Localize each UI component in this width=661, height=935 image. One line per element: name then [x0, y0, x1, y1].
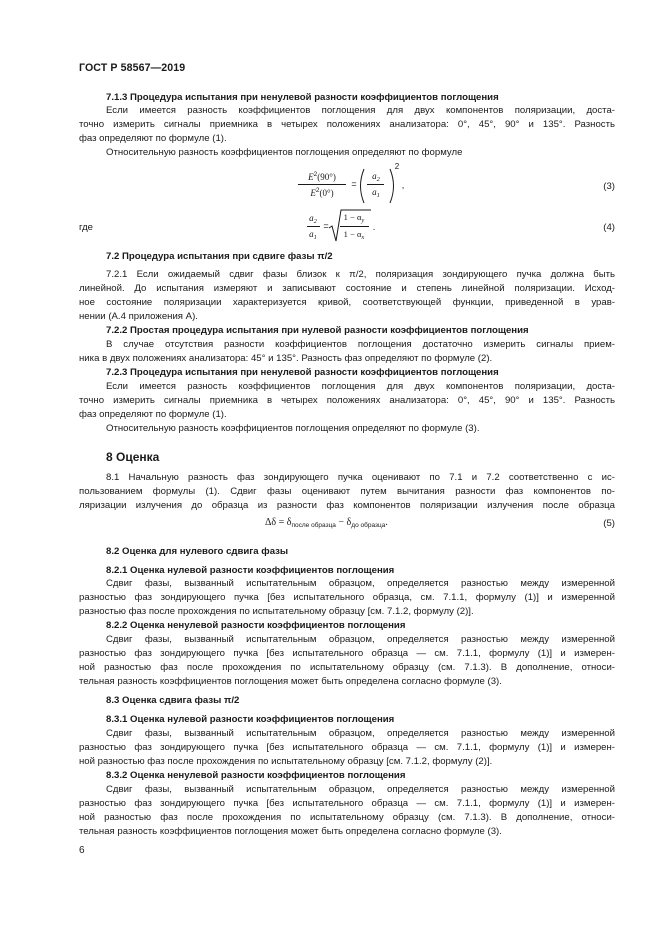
- text-line: Сдвиг фазы, вызванный испытательным образцом, определяется разностью между измеренной: [106, 578, 615, 589]
- fraction-bar: [367, 184, 384, 185]
- formula-4-denominator: $1 - \alpha_x$: [343, 229, 365, 241]
- text-line: линейной. До испытания измеряют и записывают состояние и степень линейной поляризации. Исход-: [79, 283, 615, 294]
- text-line: фаз определяют по формуле (1).: [79, 133, 227, 144]
- text-line: ной разностью фаз после прохождения по испытательному образцу (см. 7.1.3). В дополнение, относи-: [79, 662, 615, 673]
- text-line: ной разностью фаз после прохождения по испытательному образцу [см. 7.1.2, формулу (2)].: [79, 756, 493, 767]
- section-heading: 8.2.2 Оценка ненулевой разности коэффициентов поглощения: [106, 620, 406, 631]
- text-line: Относительную разность коэффициентов поглощения определяют по формуле: [106, 147, 463, 158]
- text-line: фаз определяют по формуле (1).: [79, 409, 227, 420]
- section-heading: 7.2.3 Процедура испытания при ненулевой разности коэффициентов поглощения: [106, 367, 499, 378]
- section-heading: 7.1.3 Процедура испытания при ненулевой разности коэффициентов поглощения: [106, 92, 499, 103]
- document-header: ГОСТ Р 58567—2019: [79, 62, 186, 74]
- formula-number: (4): [603, 222, 615, 233]
- formula-3-denominator: $E^2(0^\circ)$: [310, 187, 334, 198]
- fraction-bar: [298, 184, 346, 185]
- text-line: нении (А.4 приложения А).: [79, 311, 198, 322]
- text-line: Относительную разность коэффициентов поглощения определяют по формуле (3).: [106, 423, 480, 434]
- equals-sign: =: [351, 179, 357, 189]
- text-line: ное состояние поляризации характеризуется кривой, соответствующей функции, приведенной в урав-: [79, 297, 615, 308]
- section-heading: 8.3.2 Оценка ненулевой разности коэффициентов поглощения: [106, 770, 406, 781]
- fraction-bar: [340, 226, 369, 227]
- formula-4-dot: .: [372, 222, 376, 232]
- fraction-bar: [307, 226, 320, 227]
- text-line: 7.2.1 Если ожидаемый сдвиг фазы близок к π/2, поляризация зондирующего пучка должна быть: [106, 269, 615, 280]
- text-line: Если имеется разность коэффициентов поглощения для двух компонентов поляризации, доста-: [106, 105, 615, 116]
- text-line: Если имеется разность коэффициентов поглощения для двух компонентов поляризации, доста-: [106, 381, 615, 392]
- text-line: разностью фаз зондирующего пучка [без испытательного образца — см. 7.1.1, формулу (1)] и измерен-: [79, 648, 615, 659]
- text-line: 8.1 Начальную разность фаз зондирующего пучка оценивают по 7.1 и 7.2 соответственно с ис-: [106, 472, 615, 483]
- text-line: разностью фаз зондирующего пучка [без испытательного образца — см. 7.1.1, формулу (1)] и измерен-: [79, 798, 615, 809]
- formula-number: (3): [603, 181, 615, 192]
- formula-3-comma: ,: [401, 180, 405, 190]
- page-number: 6: [79, 845, 85, 856]
- text-line: точно измерить сигналы приемника в четырех положениях анализатора: 0°, 45°, 90° и 135°. Разность: [79, 119, 615, 130]
- text-line: разностью фаз зондирующего пучка [без испытательного образца, см. 7.1.1, формулу (1)] и измеренной: [79, 592, 615, 603]
- formula-5-expression: $\Delta\delta = \delta_{после образца} - \delta_{до образца}$.: [265, 517, 388, 529]
- formula-3-ratio-bottom: $a_1$: [372, 187, 380, 199]
- text-line: Сдвиг фазы, вызванный испытательным образцом, определяется разностью между измеренной: [106, 634, 615, 645]
- text-line: ной разностью фаз после прохождения по испытательному образцу (см. 7.1.3). В дополнение, относи-: [79, 812, 615, 823]
- text-line: тельная разность коэффициентов поглощения может быть определена согласно формуле (3).: [79, 676, 502, 687]
- section-heading: 8.2.1 Оценка нулевой разности коэффициентов поглощения: [106, 565, 395, 576]
- text-line: Сдвиг фазы, вызванный испытательным образцом, определяется разностью между измеренной: [106, 728, 615, 739]
- text-line: разностью фаз зондирующего пучка [без испытательного образца — см. 7.1.1, формулу (1)] и измерен-: [79, 742, 615, 753]
- section-heading: 8.2 Оценка для нулевого сдвига фазы: [106, 546, 289, 557]
- formula-4-ratio-bottom: $a_1$: [309, 229, 317, 241]
- text-line: В случае отсутствия разности коэффициентов поглощения достаточно измерить сигналы прием-: [106, 339, 615, 350]
- text-line: ляризации излучения до образца из разности фаз компонентов поляризации излучения после образца: [79, 500, 615, 511]
- text-line: разностью фаз после прохождения по испытательному образцу [см. 7.1.2, формулу (2)].: [79, 606, 474, 617]
- text-line: ника в двух положениях анализатора: 45° и 135°. Разность фаз определяют по формуле (2).: [79, 353, 493, 364]
- text-line: Сдвиг фазы, вызванный испытательным образцом, определяется разностью между измеренной: [106, 784, 615, 795]
- section-heading: 8.3 Оценка сдвига фазы π/2: [106, 695, 240, 706]
- section-8-heading: 8 Оценка: [106, 450, 160, 464]
- section-heading: 8.3.1 Оценка нулевой разности коэффициентов поглощения: [106, 714, 395, 725]
- formula-number: (5): [603, 518, 615, 529]
- formula-4-ratio-top: $a_2$: [309, 213, 317, 225]
- text-line: точно измерить сигналы приемника в четырех положениях анализатора: 0°, 45°, 90° и 135°. Разность: [79, 395, 615, 406]
- section-heading: 7.2.2 Простая процедура испытания при нулевой разности коэффициентов поглощения: [106, 325, 529, 336]
- formula-3-exponent: 2: [394, 162, 400, 171]
- section-heading: 7.2 Процедура испытания при сдвиге фазы π/2: [106, 251, 333, 262]
- equals-sign: =: [323, 221, 329, 231]
- formula-3-numerator: $E^2(90^\circ)$: [308, 171, 336, 182]
- text-line: где: [79, 222, 94, 233]
- text-line: тельная разность коэффициентов поглощения может быть определена согласно формуле (3).: [79, 826, 502, 837]
- formula-4-numerator: $1 - \alpha_y$: [343, 212, 365, 224]
- formula-3-ratio-top: $a_2$: [372, 171, 380, 183]
- text-line: пользованием формулы (1). Сдвиг фазы оценивают путем вычитания разности фаз компонентов по-: [79, 486, 615, 497]
